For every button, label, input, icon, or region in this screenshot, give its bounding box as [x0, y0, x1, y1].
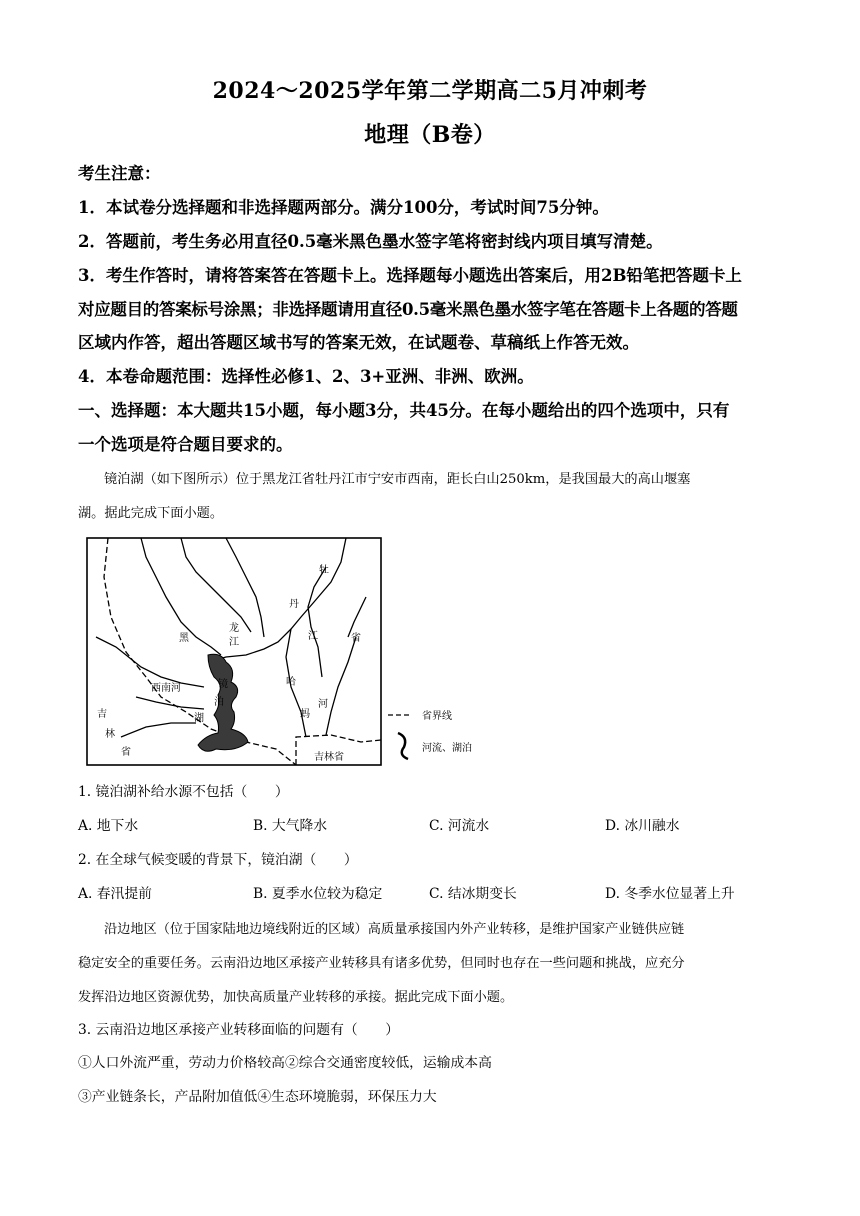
passage-text: 发挥沿边地区资源优势，加快高质量产业转移的承接。据此完成下面小题。 [78, 990, 514, 1005]
map-label: 江 [308, 631, 318, 642]
province-boundary [104, 538, 296, 765]
map-label: 蚂 [300, 709, 310, 720]
notice-item: 1．本试卷分选择题和非选择题两部分。满分100分，考试时间75分钟。 [78, 198, 609, 217]
map-label: 西南河 [151, 683, 181, 694]
section-heading: 一、选择题：本大题共15小题，每小题3分，共45分。在每小题给出的四个选项中，只有 [78, 401, 730, 420]
passage-text: 稳定安全的重要任务。云南沿边地区承接产业转移具有诸多优势，但同时也存在一些问题和挑战，应充分 [78, 956, 685, 971]
map-label: 林 [105, 729, 115, 740]
notice-item: 对应题目的答案标号涂黑；非选择题请用直径0.5毫米黑色墨水签字笔在答题卡上各题的答题 [78, 300, 738, 319]
map-label: 河 [318, 699, 328, 710]
map-label: 吉 [97, 709, 107, 720]
notice-item: 区域内作答，超出答题区域书写的答案无效，在试题卷、草稿纸上作答无效。 [78, 333, 639, 352]
lake-map [86, 537, 496, 769]
notice-item: 2．答题前，考生务必用直径0.5毫米黑色墨水签字笔将密封线内项目填写清楚。 [78, 232, 663, 251]
passage-text: 镜泊湖（如下图所示）位于黑龙江省牡丹江市宁安市西南，距长白山250km，是我国最大的高山堰塞 [104, 472, 691, 487]
map-label: 省 [351, 633, 361, 644]
legend-boundary-label: 省界线 [422, 711, 452, 722]
map-label: 镜 [218, 679, 228, 690]
question-option: D. 冰川融水 [605, 818, 680, 834]
section-heading-cont: 一个选项是符合题目要求的。 [78, 435, 293, 454]
question-option: B. 大气降水 [253, 818, 328, 834]
map-label: 泊 [214, 697, 224, 708]
passage-text: 湖。据此完成下面小题。 [78, 506, 224, 521]
notice-item: 3．考生作答时，请将答案答在答题卡上。选择题每小题选出答案后，用2B铅笔把答题卡上 [78, 266, 742, 285]
question-statement: ③产业链条长，产品附加值低④生态环境脆弱，环保压力大 [78, 1089, 437, 1105]
question-option: C. 河流水 [429, 818, 490, 834]
page-subtitle: 地理（B卷） [364, 122, 496, 148]
question-stem: 2. 在全球气候变暖的背景下，镜泊湖（ ） [78, 852, 358, 868]
question-option: D. 冬季水位显著上升 [605, 886, 735, 902]
map-label: 省 [121, 747, 131, 758]
notice-heading: 考生注意： [78, 164, 161, 183]
page-title: 2024～2025学年第二学期高二5月冲刺考 [212, 78, 648, 104]
map-label: 牡 [319, 565, 329, 576]
map-label: 湖 [194, 713, 204, 724]
legend-river-symbol [398, 733, 408, 759]
notice-item: 4．本卷命题范围：选择性必修1、2、3+亚洲、非洲、欧洲。 [78, 367, 534, 386]
question-option: C. 结冰期变长 [429, 886, 517, 902]
question-option: B. 夏季水位较为稳定 [253, 886, 383, 902]
map-label: 吉林省 [314, 752, 344, 763]
passage-text: 沿边地区（位于国家陆地边境线附近的区域）高质量承接国内外产业转移，是维护国家产业链供应链 [104, 922, 685, 937]
question-stem: 1. 镜泊湖补给水源不包括（ ） [78, 784, 289, 800]
question-option: A. 春汛提前 [78, 886, 152, 902]
question-statement: ①人口外流严重，劳动力价格较高②综合交通密度较低，运输成本高 [78, 1055, 492, 1071]
question-option: A. 地下水 [78, 818, 139, 834]
map-label: 龙 [229, 623, 239, 634]
question-stem: 3. 云南沿边地区承接产业转移面临的问题有（ ） [78, 1022, 400, 1038]
map-label: 哈 [286, 677, 296, 688]
legend-river-label: 河流、湖泊 [422, 743, 472, 754]
map-label: 黑 [179, 633, 189, 644]
map-label: 丹 [289, 599, 299, 610]
map-label: 江 [229, 637, 239, 648]
